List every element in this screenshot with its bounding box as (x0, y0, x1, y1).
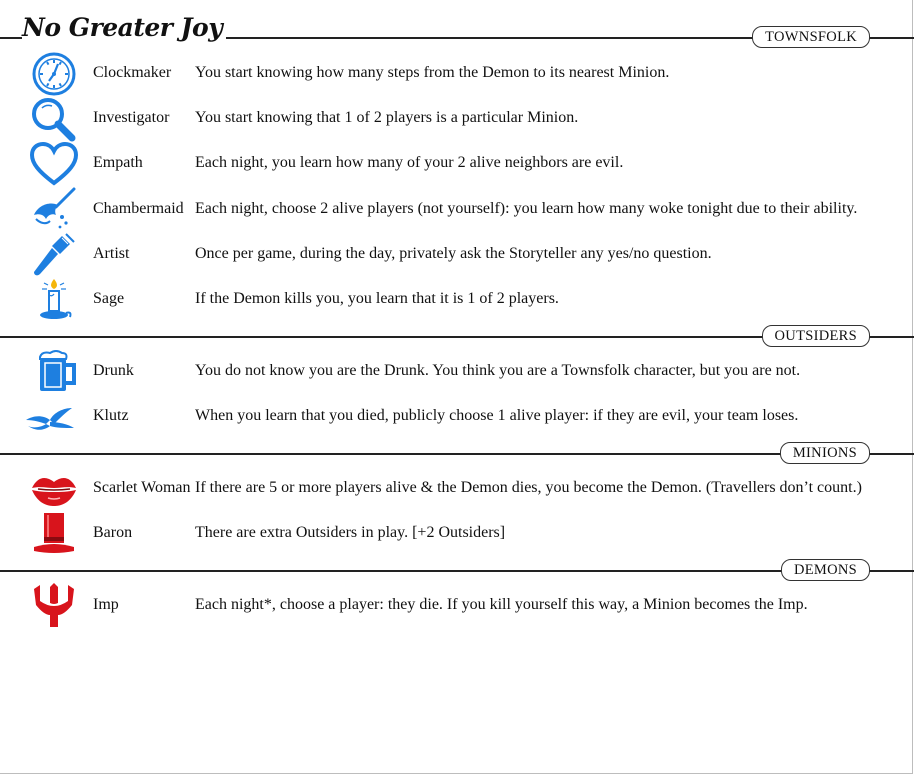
character-row-empath (0, 141, 914, 185)
character-name: Imp (93, 596, 119, 613)
character-ability: You start knowing that 1 of 2 players is a particular Minion. (195, 109, 579, 126)
paintbrush-icon (28, 232, 80, 278)
character-ability: You start knowing how many steps from the Demon to its nearest Minion. (195, 64, 670, 81)
magnifying-glass-icon (28, 96, 80, 142)
beer-mug-icon (28, 349, 80, 395)
section-tab-demons: DEMONS (781, 559, 870, 581)
character-name: Chambermaid (93, 200, 184, 217)
character-row-klutz (0, 394, 914, 438)
lips-icon (28, 466, 80, 512)
character-ability: Once per game, during the day, privately ask the Storyteller any yes/no question. (195, 245, 712, 262)
character-ability: If the Demon kills you, you learn that it is 1 of 2 players. (195, 290, 559, 307)
section-tab-minions: MINIONS (780, 442, 870, 464)
character-row-imp (0, 583, 914, 627)
character-name: Empath (93, 154, 143, 171)
character-name: Klutz (93, 407, 129, 424)
character-row-chambermaid (0, 187, 914, 231)
script-title: No Greater Joy (22, 14, 226, 42)
section-rule-demons (0, 570, 914, 572)
character-ability: Each night*, choose a player: they die. If you kill yourself this way, a Minion becomes the Imp. (195, 596, 808, 613)
character-ability: There are extra Outsiders in play. [+2 Outsiders] (195, 524, 506, 541)
trident-icon (28, 583, 80, 629)
character-ability: If there are 5 or more players alive & the Demon dies, you become the Demon. (Travellers don’t count.) (195, 479, 862, 496)
character-ability: Each night, choose 2 alive players (not yourself): you learn how many woke tonight due to their ability. (195, 200, 858, 217)
character-name: Scarlet Woman (93, 479, 191, 496)
character-row-baron (0, 511, 914, 555)
character-name: Clockmaker (93, 64, 172, 81)
character-row-investigator (0, 96, 914, 140)
character-ability: When you learn that you died, publicly choose 1 alive player: if they are evil, your team loses. (195, 407, 799, 424)
section-rule-minions (0, 453, 914, 455)
feather-duster-icon (28, 187, 80, 233)
character-row-drunk (0, 349, 914, 393)
clock-icon (28, 51, 80, 97)
character-ability: Each night, you learn how many of your 2 alive neighbors are evil. (195, 154, 624, 171)
character-row-clockmaker (0, 51, 914, 95)
character-name: Artist (93, 245, 130, 262)
character-row-sage (0, 277, 914, 321)
top-hat-icon (28, 511, 80, 557)
banana-peel-icon (24, 394, 76, 440)
character-name: Drunk (93, 362, 134, 379)
section-tab-outsiders: OUTSIDERS (762, 325, 870, 347)
character-row-scarlet-woman (0, 466, 914, 510)
character-name: Sage (93, 290, 125, 307)
heart-icon (28, 141, 80, 187)
character-name: Investigator (93, 109, 170, 126)
section-tab-townsfolk: TOWNSFOLK (752, 26, 870, 48)
character-ability: You do not know you are the Drunk. You think you are a Townsfolk character, but you are not. (195, 362, 801, 379)
candle-icon (28, 277, 80, 323)
character-name: Baron (93, 524, 133, 541)
character-row-artist (0, 232, 914, 276)
